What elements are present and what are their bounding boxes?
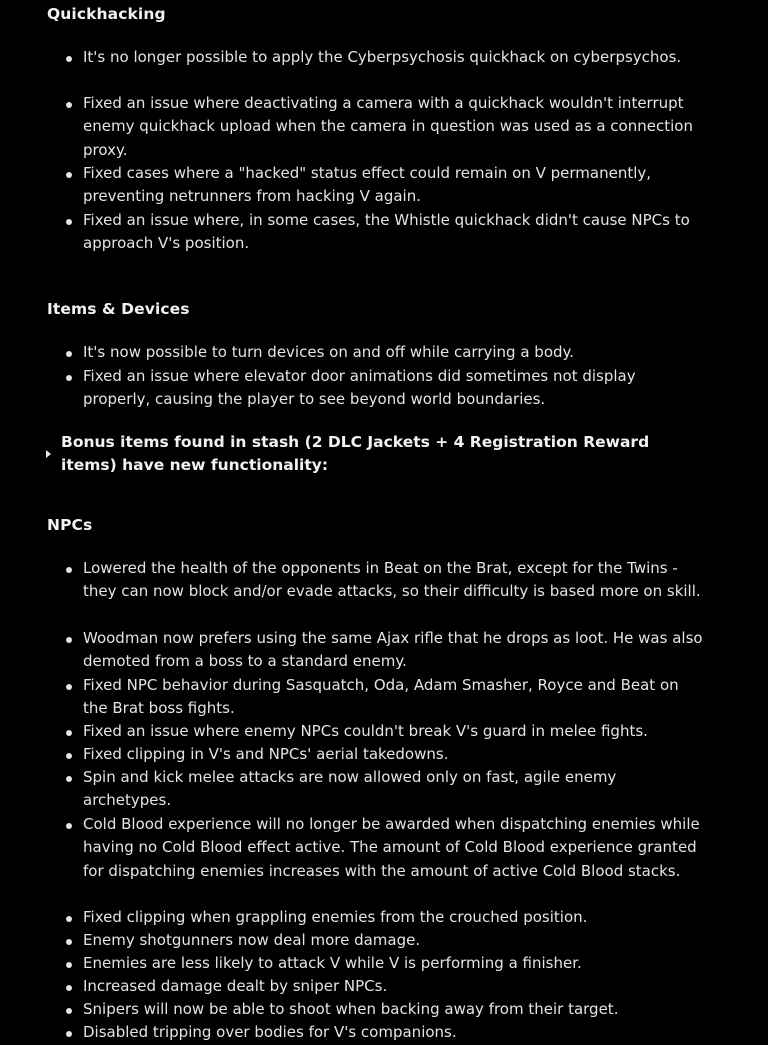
bullet-icon <box>66 1008 72 1014</box>
bullet-icon <box>66 637 72 643</box>
bullet-icon <box>66 823 72 829</box>
items-devices-list <box>63 341 703 412</box>
list-item: Disabled tripping over bodies for V's companions. <box>63 1021 703 1044</box>
bullet-icon <box>66 916 72 922</box>
list-item: Fixed cases where a "hacked" status effect could remain on V permanently, preventing netrunners from hacking V again. <box>63 162 703 209</box>
bullet-icon <box>66 351 72 357</box>
section-heading-quickhacking: Quickhacking <box>47 5 166 23</box>
bullet-icon <box>66 730 72 736</box>
bullet-icon <box>66 776 72 782</box>
list-item: Fixed clipping in V's and NPCs' aerial takedowns. <box>63 743 703 766</box>
quickhacking-list <box>63 46 703 256</box>
list-item: Fixed clipping when grappling enemies from the crouched position. <box>63 906 703 929</box>
bullet-icon <box>66 962 72 968</box>
bullet-icon <box>66 1031 72 1037</box>
list-item: Fixed an issue where, in some cases, the Whistle quickhack didn't cause NPCs to approach V's position. <box>63 209 703 256</box>
list-item: It's no longer possible to apply the Cyberpsychosis quickhack on cyberpsychos. <box>63 46 703 92</box>
bullet-icon <box>66 939 72 945</box>
bullet-icon <box>66 753 72 759</box>
section-heading-items-devices: Items & Devices <box>47 300 190 318</box>
bullet-icon <box>66 375 72 381</box>
list-item: Fixed an issue where enemy NPCs couldn't break V's guard in melee fights. <box>63 720 703 743</box>
disclosure-summary[interactable]: Bonus items found in stash (2 DLC Jackets + 4 Registration Reward items) have new functionality: <box>61 433 650 475</box>
list-item: Increased damage dealt by sniper NPCs. <box>63 975 703 998</box>
list-item: Fixed NPC behavior during Sasquatch, Oda, Adam Smasher, Royce and Beat on the Brat boss fights. <box>63 674 703 720</box>
list-item: Lowered the health of the opponents in Beat on the Brat, except for the Twins - they can now block and/or evade attacks, so their difficulty is based more on skill. <box>63 557 703 627</box>
list-item: Spin and kick melee attacks are now allowed only on fast, agile enemy archetypes. <box>63 766 703 813</box>
list-item: Cold Blood experience will no longer be awarded when dispatching enemies while having no Cold Blood effect active. The amount of Cold Blood experience granted for dispatching enemies increases with the amount of active Cold Blood stacks. <box>63 813 703 906</box>
section-heading-npcs: NPCs <box>47 516 93 534</box>
bullet-icon <box>66 684 72 690</box>
bullet-icon <box>66 56 72 62</box>
list-item: Snipers will now be able to shoot when backing away from their target. <box>63 998 703 1021</box>
list-item: Fixed an issue where deactivating a camera with a quickhack wouldn't interrupt enemy quickhack upload when the camera in question was used as a connection proxy. <box>63 92 703 162</box>
bullet-icon <box>66 102 72 108</box>
bonus-items-disclosure[interactable] <box>46 431 706 478</box>
bullet-icon <box>66 567 72 573</box>
list-item: It's now possible to turn devices on and off while carrying a body. <box>63 341 703 365</box>
list-item: Enemies are less likely to attack V while V is performing a finisher. <box>63 952 703 975</box>
npcs-list <box>63 557 703 1044</box>
caret-right-icon[interactable] <box>46 450 51 458</box>
bullet-icon <box>66 172 72 178</box>
bullet-icon <box>66 219 72 225</box>
list-item: Fixed an issue where elevator door animations did sometimes not display properly, causing the player to see beyond world boundaries. <box>63 365 703 412</box>
list-item: Enemy shotgunners now deal more damage. <box>63 929 703 952</box>
bullet-icon <box>66 985 72 991</box>
list-item: Woodman now prefers using the same Ajax rifle that he drops as loot. He was also demoted from a boss to a standard enemy. <box>63 627 703 674</box>
